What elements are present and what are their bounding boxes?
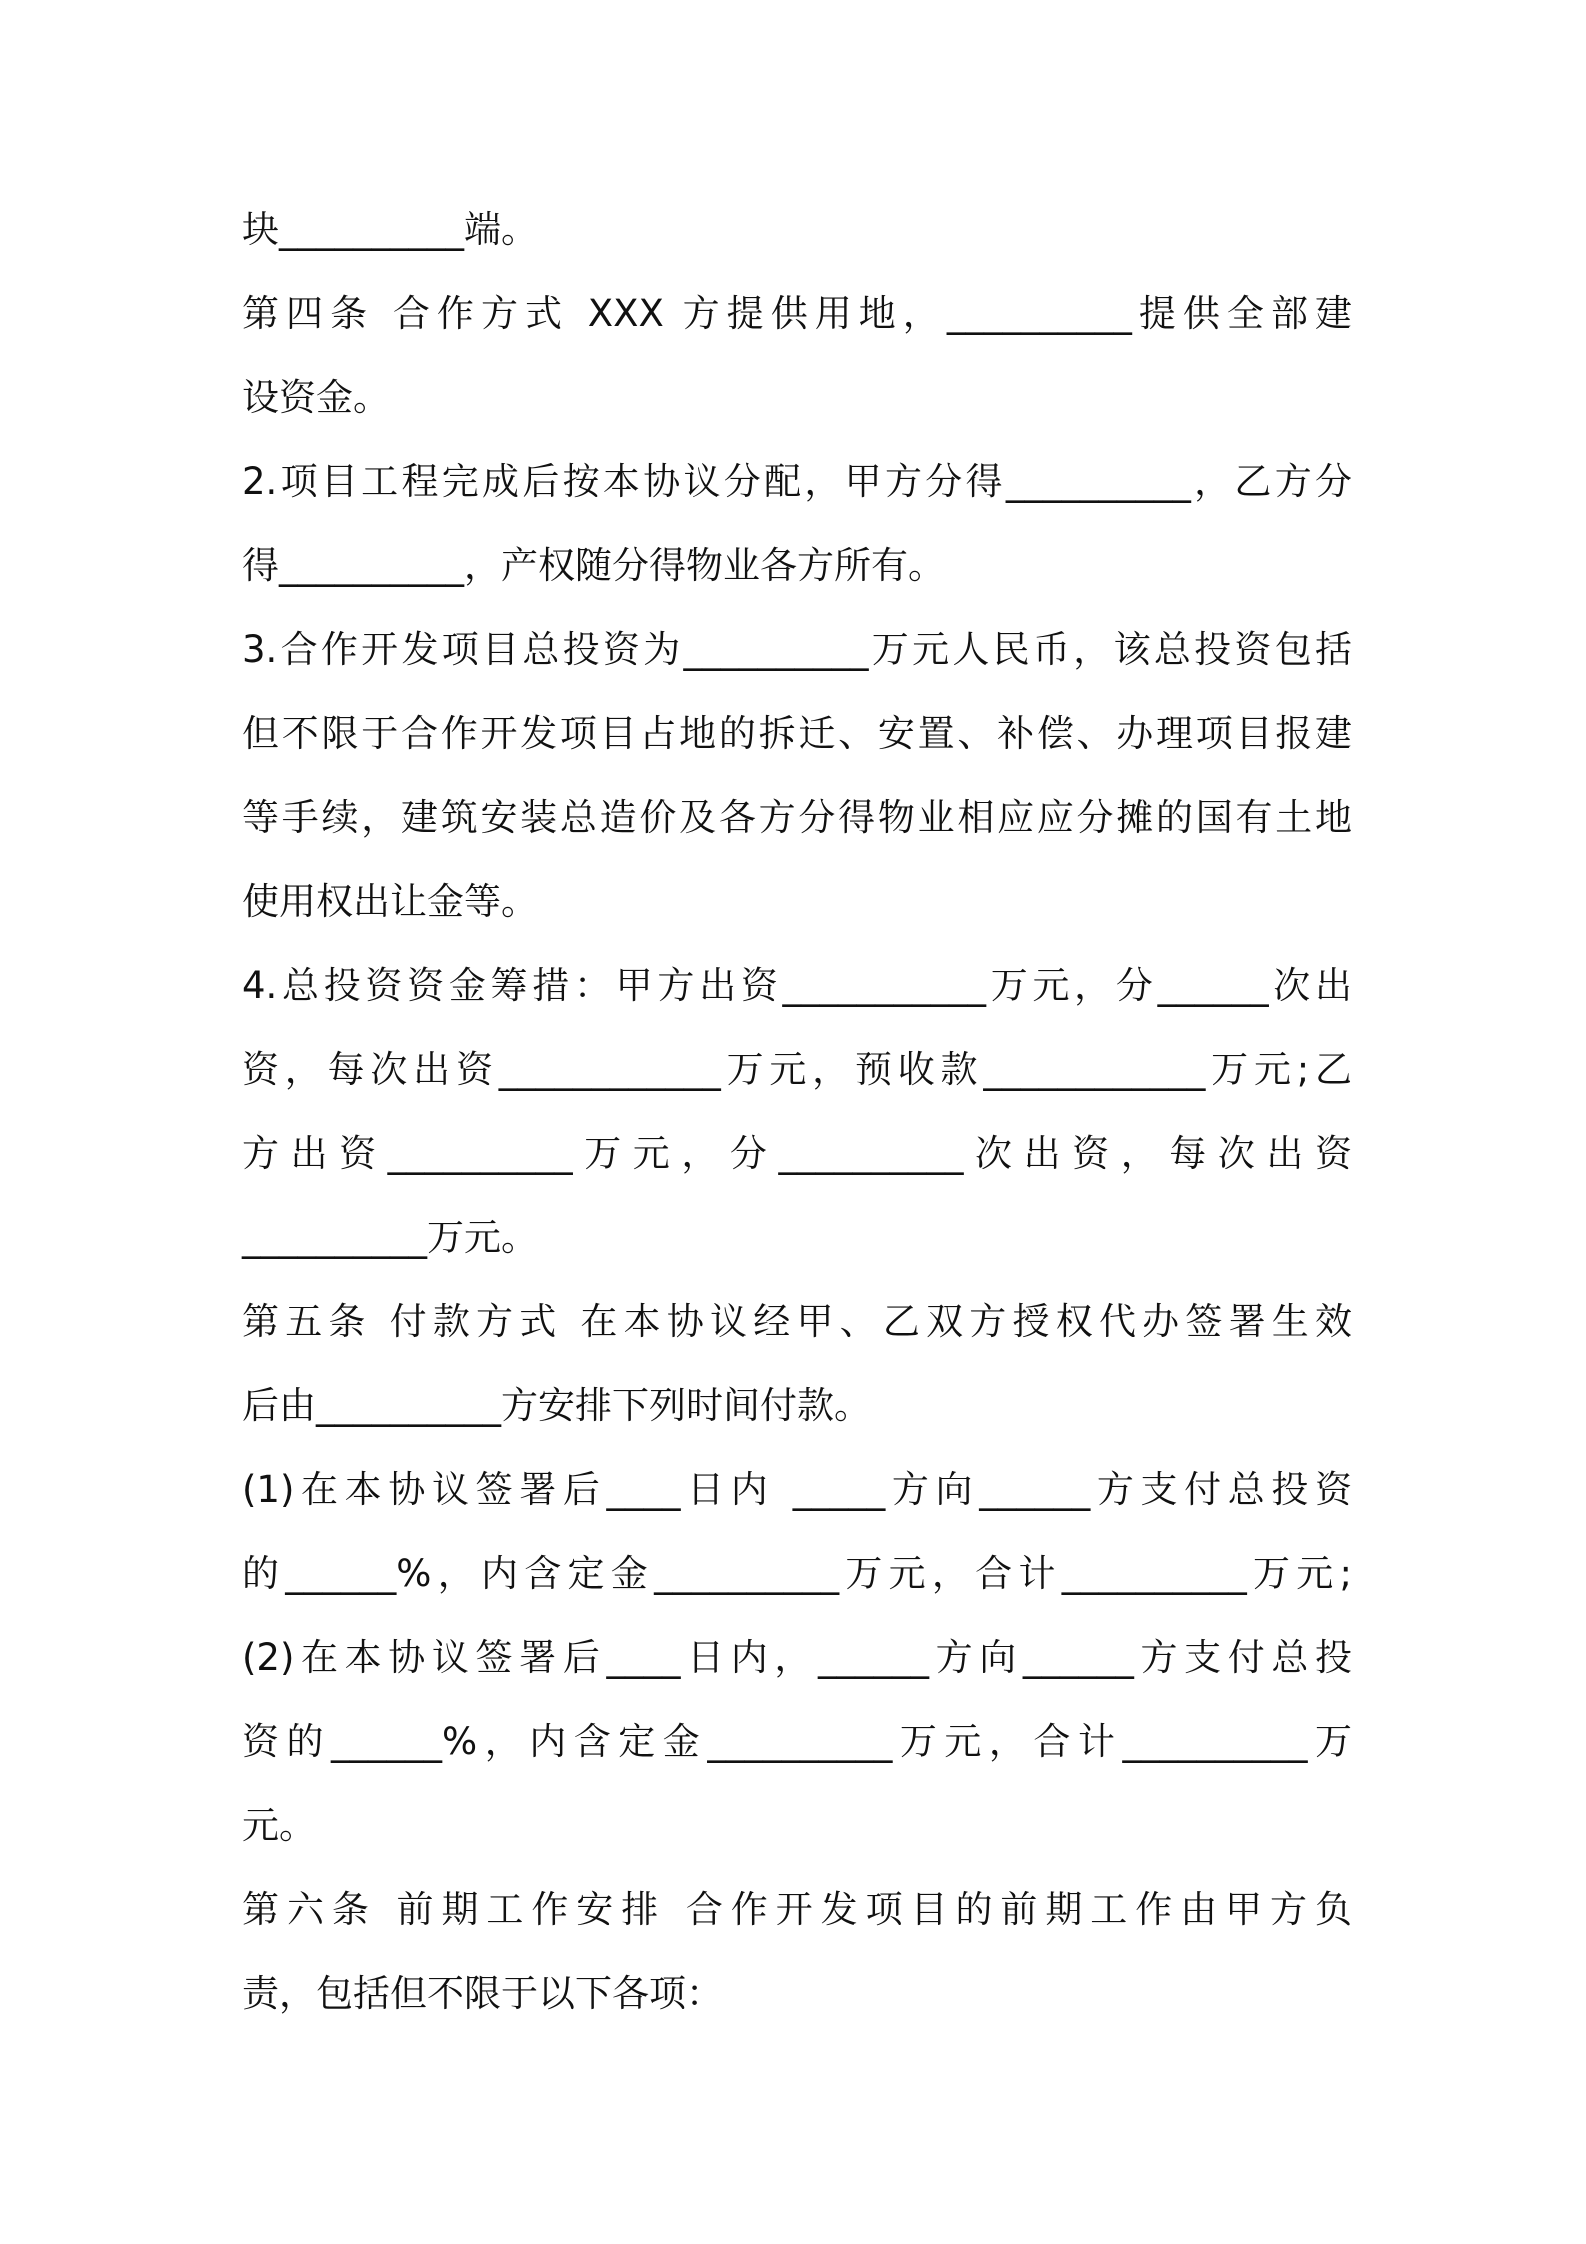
text-line: 方出资__________万元，分__________次出资，每次出资 <box>242 1132 1352 1175</box>
text-line: 4.总投资资金筹措：甲方出资___________万元，分______次出 <box>242 964 1352 1007</box>
text-line: __________万元。 <box>242 1216 538 1259</box>
text-line: 元。 <box>242 1804 316 1847</box>
text-line: 得__________，产权随分得物业各方所有。 <box>242 544 945 587</box>
text-line: 后由__________方安排下列时间付款。 <box>242 1384 871 1427</box>
text-line: 资，每次出资____________万元，预收款____________万元;乙 <box>242 1048 1352 1091</box>
text-line: 2.项目工程完成后按本协议分配，甲方分得__________，乙方分 <box>242 460 1352 503</box>
text-line: 等手续，建筑安装总造价及各方分得物业相应应分摊的国有土地 <box>242 796 1352 839</box>
text-line: 第六条 前期工作安排 合作开发项目的前期工作由甲方负 <box>242 1888 1352 1931</box>
text-line: 设资金。 <box>242 376 390 419</box>
text-line: (1)在本协议签署后____日内 _____方向______方支付总投资 <box>242 1468 1352 1511</box>
text-line: (2)在本协议签署后____日内，______方向______方支付总投 <box>242 1636 1352 1679</box>
text-line: 责，包括但不限于以下各项： <box>242 1972 723 2015</box>
text-line: 块__________端。 <box>242 208 538 251</box>
text-line: 但不限于合作开发项目占地的拆迁、安置、补偿、办理项目报建 <box>242 712 1352 755</box>
text-line: 的______%，内含定金__________万元，合计__________万元; <box>242 1552 1352 1595</box>
text-line: 3.合作开发项目总投资为__________万元人民币，该总投资包括 <box>242 628 1352 671</box>
text-line: 第四条 合作方式 XXX 方提供用地，__________提供全部建 <box>242 292 1352 335</box>
text-line: 第五条 付款方式 在本协议经甲、乙双方授权代办签署生效 <box>242 1300 1352 1343</box>
text-line: 资的______%，内含定金__________万元，合计__________万 <box>242 1720 1352 1763</box>
text-line: 使用权出让金等。 <box>242 880 538 923</box>
document-body <box>242 188 1352 2036</box>
